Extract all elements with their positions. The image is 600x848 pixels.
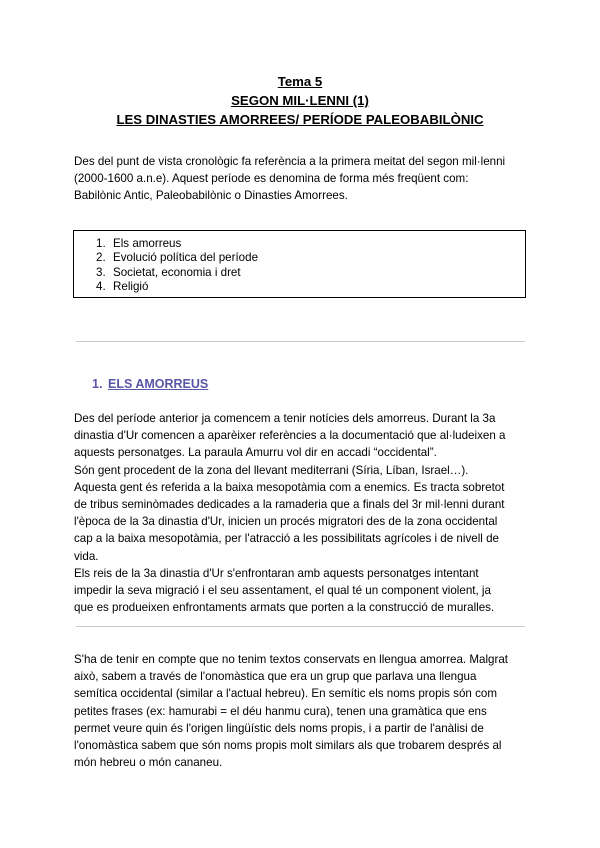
table-of-contents bbox=[96, 237, 258, 295]
body-line: vida. bbox=[74, 549, 99, 563]
body-line: dinastia d'Ur comencen a aparèixer referències a la documentació que al·ludeixen a bbox=[74, 429, 506, 443]
toc-item bbox=[96, 251, 258, 265]
body-line: que es produeixen enfrontaments armats que porten a la construcció de muralles. bbox=[74, 601, 495, 615]
toc-item-label: Societat, economia i dret bbox=[113, 265, 241, 279]
body-line: Des del període anterior ja comencem a tenir notícies dels amorreus. Durant la 3a bbox=[74, 412, 496, 425]
toc-item-label: Religió bbox=[113, 280, 149, 294]
body-line: semítica occidental (similar a l'actual hebreu). En semític els noms propis són com bbox=[74, 687, 497, 701]
page-title: LES DINASTIES AMORREES/ PERÍODE PALEOBABILÒNIC bbox=[116, 112, 484, 127]
toc-item-number: 2. bbox=[96, 251, 106, 265]
language-paragraph bbox=[74, 651, 534, 771]
toc-item bbox=[96, 237, 258, 251]
amorreus-paragraph bbox=[74, 410, 534, 616]
body-line: Els reis de la 3a dinastia d'Ur s'enfrontaran amb aquests personatges intentant bbox=[74, 566, 479, 580]
body-line: petites frases (ex: hamurabi = el déu hanmu cura), tenen una gramàtica que ens bbox=[74, 704, 487, 718]
toc-item-label: Els amorreus bbox=[113, 237, 182, 250]
topic-heading: Tema 5 bbox=[277, 74, 323, 89]
body-line: món hebreu o món cananeu. bbox=[74, 756, 223, 770]
toc-item bbox=[96, 280, 258, 294]
body-line: l'època de la 3a dinastia d'Ur, inicien un procés migratori des de la zona occidental bbox=[74, 515, 498, 529]
intro-line: Des del punt de vista cronològic fa referència a la primera meitat del segon mil·lenni bbox=[74, 155, 506, 168]
toc-item-number: 3. bbox=[96, 265, 106, 279]
intro-paragraph bbox=[74, 153, 534, 205]
body-line: de tribus seminòmades dedicades a la ramaderia que a finals del 3r mil·lenni durant bbox=[74, 498, 505, 512]
section-heading-amorreus bbox=[92, 377, 208, 391]
toc-item-number: 4. bbox=[96, 280, 106, 294]
body-line: S'ha de tenir en compte que no tenim textos conservats en llengua amorrea. Malgrat bbox=[74, 653, 509, 666]
horizontal-divider bbox=[76, 341, 525, 342]
horizontal-divider bbox=[76, 626, 525, 627]
body-line: cap a la baixa mesopotàmia, per l'atracció a les possibilitats agrícoles i de nivell de bbox=[74, 532, 499, 546]
section-number: 1. bbox=[92, 377, 103, 391]
body-line: aquests personatges. La paraula Amurru vol dir en accadi “occidental”. bbox=[74, 446, 437, 460]
subtitle-heading: SEGON MIL·LENNI (1) bbox=[231, 93, 369, 108]
body-line: Aquesta gent és referida a la baixa mesopotàmia com a enemics. Es tracta sobretot bbox=[74, 480, 505, 494]
intro-line: (2000-1600 a.n.e). Aquest període es denomina de forma més freqüent com: bbox=[74, 172, 469, 186]
body-line: Són gent procedent de la zona del llevant mediterrani (Síria, Líban, Israel…). bbox=[74, 463, 469, 477]
toc-item-number: 1. bbox=[96, 237, 106, 250]
body-line: l'onomàstica sabem que són noms propis molt similars als que trobarem després al bbox=[74, 739, 502, 753]
section-title: ELS AMORREUS bbox=[108, 377, 209, 391]
body-line: permet veure quin és l'origen lingüístic dels noms propis, i a partir de l'anàlisi de bbox=[74, 721, 484, 735]
toc-item bbox=[96, 266, 258, 280]
toc-item-label: Evolució política del període bbox=[113, 251, 259, 265]
body-line: impedir la seva migració i el seu assentament, el qual té un component violent, ja bbox=[74, 584, 491, 598]
intro-line: Babilònic Antic, Paleobabilònic o Dinasties Amorrees. bbox=[74, 189, 348, 203]
body-line: això, sabem a través de l'onomàstica que era un grup que parlava una llengua bbox=[74, 670, 477, 684]
